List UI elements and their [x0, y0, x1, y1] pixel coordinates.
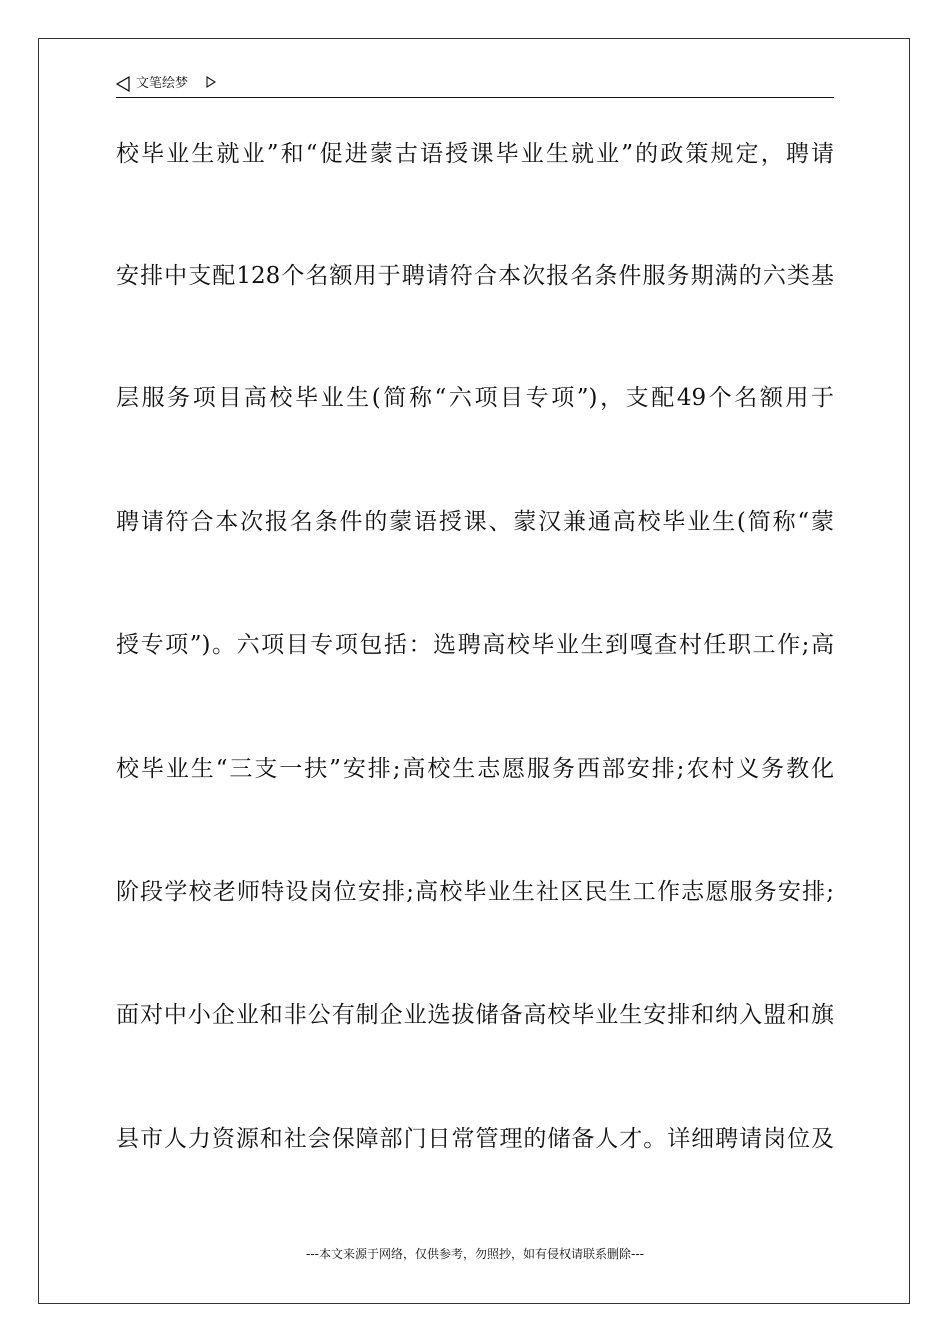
page-header: [116, 72, 834, 98]
body-text-line: 授专项”)。六项目专项包括：选聘高校毕业生到嘎查村任职工作;高: [116, 632, 834, 658]
body-text-line: 县市人力资源和社会保障部门日常管理的储备人才。详细聘请岗位及: [116, 1126, 834, 1152]
body-text-line: 聘请符合本次报名条件的蒙语授课、蒙汉兼通高校毕业生(简称“蒙: [116, 509, 834, 535]
page-border: [38, 38, 910, 1304]
header-title: 文笔绘梦: [136, 76, 189, 91]
body-text-line: 校毕业生“三支一扶”安排;高校生志愿服务西部安排;农村义务教化: [116, 756, 834, 782]
triangle-right-icon: [206, 76, 216, 88]
body-text-line: 阶段学校老师特设岗位安排;高校毕业生社区民生工作志愿服务安排;: [116, 879, 834, 905]
body-text-line: 面对中小企业和非公有制企业选拔储备高校毕业生安排和纳入盟和旗: [116, 1002, 834, 1028]
body-text-line: 层服务项目高校毕业生(简称“六项目专项”)，支配49个名额用于: [116, 385, 834, 411]
body-text-line: 校毕业生就业”和“促进蒙古语授课毕业生就业”的政策规定，聘请: [116, 141, 834, 167]
triangle-left-icon: [116, 76, 130, 92]
body-text-line: 安排中支配128个名额用于聘请符合本次报名条件服务期满的六类基: [116, 263, 834, 289]
footer-disclaimer: ---本文来源于网络，仅供参考，勿照抄，如有侵权请联系删除---: [306, 1247, 644, 1261]
